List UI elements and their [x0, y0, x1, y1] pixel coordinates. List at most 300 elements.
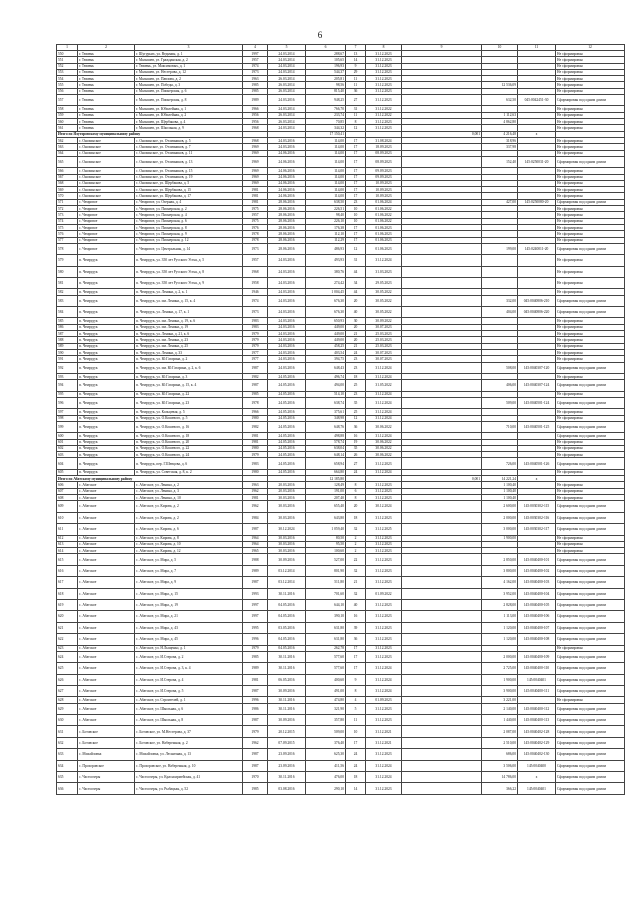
- area-cell: 205,81: [306, 76, 346, 82]
- next-date-cell: 31.12.2022: [366, 112, 402, 118]
- locality-cell: с. Абатское: [78, 548, 135, 554]
- area-cell: 114,00: [306, 193, 346, 199]
- address-cell: п. Чемрудук, ул. им. Ленина, д. 25: [135, 343, 243, 349]
- date-cell: 24.06.2016: [268, 156, 306, 167]
- table-row: [57, 634, 625, 645]
- units-cell: 5: [346, 703, 366, 714]
- locality-cell: п. Чемрудук: [78, 343, 135, 349]
- table-row: [57, 685, 625, 696]
- address-cell: п. Чемрудук, ул. им. Ленина, д. 19, к. 6: [135, 318, 243, 324]
- status-cell: Сформирован под одним домом: [556, 307, 625, 318]
- locality-cell: п. Чемрудук: [78, 324, 135, 330]
- units-cell: 10: [346, 206, 366, 212]
- area-cell: 344,32: [306, 125, 346, 131]
- next-date-cell: 31.12.2023: [366, 495, 402, 501]
- next-date-cell: 31.12.2023: [366, 622, 402, 633]
- address-cell: с. Абатское, ул. Школьная, д. 8: [135, 715, 243, 726]
- col10-cell: 404,00: [482, 307, 518, 318]
- year-cell: 1983: [243, 318, 268, 324]
- units-cell: 24: [346, 749, 366, 760]
- address-cell: п. Чемрудук, ул. Ленина, д. 17, к. 1: [135, 307, 243, 318]
- units-cell: 18: [346, 512, 366, 523]
- date-cell: 24.06.2016: [268, 187, 306, 193]
- locality-cell: п. Чемрудук: [78, 277, 135, 288]
- year-cell: 1969: [243, 174, 268, 180]
- units-cell: 31: [346, 255, 366, 266]
- year-cell: 1987: [243, 760, 268, 771]
- next-date-cell: 31.12.2023: [366, 512, 402, 523]
- date-cell: 24.06.2016: [268, 174, 306, 180]
- col10-cell: 406,00: [482, 380, 518, 391]
- col11-cell: 145:0040307-120: [518, 362, 556, 373]
- address-cell: с. Чемровое, ул. Пионерская, д. 4: [135, 212, 243, 218]
- table-row: [57, 266, 625, 277]
- address-cell: с. Онохинское, ул. Отличников, д. 5: [135, 137, 243, 143]
- col11-cell: 145:0250031-20: [518, 156, 556, 167]
- units-cell: 44: [346, 266, 366, 277]
- locality-cell: с. Чемровое: [78, 224, 135, 230]
- status-cell: Сформирован под одним домом: [556, 397, 625, 408]
- table-row: [57, 255, 625, 266]
- units-cell: 36: [346, 421, 366, 432]
- year-cell: 1974: [243, 295, 268, 306]
- row-number-cell: 591: [57, 356, 78, 362]
- address-cell: п. Чемрудук, ул. Ю.Гагарина, д. 15, к. 4: [135, 380, 243, 391]
- col9-cell: [402, 588, 482, 599]
- row-number-cell: 553: [57, 69, 78, 75]
- address-cell: п. Чемрудук, ул. О.Кошевого, д. 24: [135, 452, 243, 458]
- locality-cell: с. Абатское: [78, 611, 135, 622]
- row-number-cell: 557: [57, 95, 78, 106]
- row-number-cell: 567: [57, 174, 78, 180]
- date-cell: 24.05.2016: [268, 415, 306, 421]
- row-number-cell: 617: [57, 577, 78, 588]
- col9-cell: [402, 783, 482, 794]
- row-number-cell: 577: [57, 237, 78, 243]
- date-cell: 24.03.2016: [268, 343, 306, 349]
- year-cell: 1964: [243, 541, 268, 547]
- col11-cell: 145:0040400-113: [518, 715, 556, 726]
- row-number-cell: 632: [57, 737, 78, 748]
- locality-cell: с. Абатское: [78, 651, 135, 662]
- locality-cell: г. Тюмень: [78, 95, 135, 106]
- locality-cell: п. Чемрудук: [78, 415, 135, 421]
- year-cell: 1983: [243, 324, 268, 330]
- units-cell: 16: [346, 433, 366, 439]
- locality-cell: с. Онохинское: [78, 156, 135, 167]
- address-cell: с. Ботовское, ул. М.Нестерова, д. 37: [135, 726, 243, 737]
- locality-cell: с. Чемровое: [78, 231, 135, 237]
- area-cell: 105,65: [306, 57, 346, 63]
- row-number-cell: 636: [57, 783, 78, 794]
- units-cell: 32: [346, 524, 366, 535]
- units-cell: 8: [346, 685, 366, 696]
- status-cell: Не сформирован: [556, 76, 625, 82]
- units-cell: 27: [346, 95, 366, 106]
- row-number-cell: 606: [57, 482, 78, 488]
- locality-cell: п. Чемрудук: [78, 289, 135, 295]
- locality-cell: г. Тюмень: [78, 63, 135, 69]
- next-date-cell: 31.12.2023: [366, 125, 402, 131]
- date-cell: 04.05.2016: [268, 611, 306, 622]
- year-cell: 1979: [243, 726, 268, 737]
- row-number-cell: 587: [57, 331, 78, 337]
- col9-cell: [402, 760, 482, 771]
- row-number-cell: 558: [57, 106, 78, 112]
- units-cell: 20: [346, 324, 366, 330]
- address-cell: п. Чемрудук, ул. Ю.Гагарина, д. 23: [135, 397, 243, 408]
- locality-cell: п. Чемрудук: [78, 445, 135, 451]
- address-cell: п. Чемрудук, ул. им. Ленина, д. 15, к. 4: [135, 295, 243, 306]
- address-cell: г. Малышев, ул. Юбилейная, д. 2: [135, 112, 243, 118]
- table-row: [57, 156, 625, 167]
- next-date-cell: 31.12.2024: [366, 373, 402, 379]
- row-number-cell: 615: [57, 554, 78, 565]
- col11-cell: х: [518, 772, 556, 783]
- status-cell: Не сформирован: [556, 180, 625, 186]
- status-cell: Не сформирован: [556, 337, 625, 343]
- status-cell: Сформирован под одним домом: [556, 749, 625, 760]
- row-number-cell: 551: [57, 57, 78, 63]
- row-number-cell: 608: [57, 495, 78, 501]
- row-number-cell: 609: [57, 501, 78, 512]
- locality-cell: п. Чемрудук: [78, 349, 135, 355]
- address-cell: г. Малышев, ул. Щербакова, д. 4: [135, 119, 243, 125]
- locality-cell: с. Онохинское: [78, 144, 135, 150]
- next-date-cell: 31.12.2024: [366, 391, 402, 397]
- row-number-cell: 602: [57, 445, 78, 451]
- units-cell: 21: [346, 331, 366, 337]
- status-cell: Не сформирован: [556, 125, 625, 131]
- address-cell: п. Чемрудук, ул. Ленина, д. 21, к. 6: [135, 331, 243, 337]
- area-cell: 458,25: [306, 343, 346, 349]
- date-cell: 23.09.2016: [268, 760, 306, 771]
- status-cell: Сформирован под одним домом: [556, 512, 625, 523]
- units-cell: 10: [346, 218, 366, 224]
- address-cell: с. Абатское, ул. Мира, д. 5: [135, 554, 243, 565]
- table-row: [57, 749, 625, 760]
- area-cell: 114,00: [306, 174, 346, 180]
- units-cell: 29: [346, 69, 366, 75]
- next-date-cell: 31.12.2024: [366, 433, 402, 439]
- row-number-cell: 626: [57, 674, 78, 685]
- units-cell: 17: [346, 180, 366, 186]
- col10-cell: 14 786,00: [482, 772, 518, 783]
- area-cell: 509,00: [306, 726, 346, 737]
- table-row: [57, 362, 625, 373]
- date-cell: 24.03.2016: [268, 318, 306, 324]
- locality-cell: с. Абатское: [78, 697, 135, 703]
- column-number: 7: [346, 45, 366, 51]
- year-cell: 1997: [243, 51, 268, 57]
- address-cell: с. Онохинское, ул. Отличников, д. 11: [135, 150, 243, 156]
- row-number-cell: 563: [57, 144, 78, 150]
- status-cell: Сформирован под одним домом: [556, 577, 625, 588]
- next-date-cell: 31.12.2023: [366, 749, 402, 760]
- table-row: [57, 554, 625, 565]
- row-number-cell: 596: [57, 397, 78, 408]
- row-number-cell: 611: [57, 524, 78, 535]
- area-cell: 648,14: [306, 452, 346, 458]
- col10-cell: 2 828,00: [482, 599, 518, 610]
- next-date-cell: 30.05.2022: [366, 307, 402, 318]
- date-cell: 24.03.2016: [268, 356, 306, 362]
- date-cell: 24.05.2016: [268, 452, 306, 458]
- address-cell: п. Чемрудук, ул. им. Ленина, д. 23: [135, 337, 243, 343]
- area-cell: 191,00: [306, 488, 346, 494]
- row-number-cell: 618: [57, 588, 78, 599]
- address-cell: г. Малышев, ул. Юбилейная, д. 1: [135, 106, 243, 112]
- locality-cell: с. Абатское: [78, 488, 135, 494]
- area-cell: 403,54: [306, 349, 346, 355]
- locality-cell: п. Чемрудук: [78, 307, 135, 318]
- status-cell: Сформирован под одним домом: [556, 726, 625, 737]
- units-cell: 23: [346, 362, 366, 373]
- status-cell: Сформирован под одним домом: [556, 295, 625, 306]
- address-cell: с. Онохинское, ул. Отличников, д. 15: [135, 168, 243, 174]
- date-cell: 24.03.2016: [268, 289, 306, 295]
- locality-cell: г. Тюмень: [78, 88, 135, 94]
- status-cell: Не сформирован: [556, 231, 625, 237]
- address-cell: с. Онохинское, ул. Отличников, д. 7: [135, 144, 243, 150]
- locality-cell: с. Онохинское: [78, 180, 135, 186]
- column-number: 8: [366, 45, 402, 51]
- col9-cell: [402, 663, 482, 674]
- year-cell: 1962: [243, 501, 268, 512]
- year-cell: 1985: [243, 651, 268, 662]
- next-date-cell: 31.12.2023: [366, 703, 402, 714]
- locality-cell: с. Онохинское: [78, 193, 135, 199]
- year-cell: 1975: [243, 218, 268, 224]
- table-row: [57, 421, 625, 432]
- col10-cell: 2 000,00: [482, 512, 518, 523]
- year-cell: 1988: [243, 554, 268, 565]
- address-cell: п. Чемрудук, ул. 350 лет Русского Устья, д. 9: [135, 277, 243, 288]
- row-number-cell: 613: [57, 541, 78, 547]
- address-cell: с. Абатское, ул. Ленина, д. 2: [135, 482, 243, 488]
- date-cell: 24.03.2014: [268, 69, 306, 75]
- col10-cell: 632,50: [482, 95, 518, 106]
- row-number-cell: 583: [57, 295, 78, 306]
- column-number: 12: [556, 45, 625, 51]
- row-number-cell: 564: [57, 150, 78, 156]
- col10-cell: 14 221,24: [482, 476, 518, 482]
- col9-cell: [402, 651, 482, 662]
- address-cell: с. Абатское, ул. Кирова, д. 10: [135, 541, 243, 547]
- area-cell: 664,80: [306, 469, 346, 475]
- units-cell: 25: [346, 380, 366, 391]
- locality-cell: с. Абатское: [78, 674, 135, 685]
- year-cell: 1981: [243, 439, 268, 445]
- date-cell: 30.03.2016: [268, 501, 306, 512]
- area-cell: 288,67: [306, 51, 346, 57]
- units-cell: 2: [346, 548, 366, 554]
- units-cell: 6: [346, 488, 366, 494]
- year-cell: 1977: [243, 356, 268, 362]
- status-cell: Сформирован под одним домом: [556, 599, 625, 610]
- status-cell: Не сформирован: [556, 119, 625, 125]
- units-cell: 17: [346, 663, 366, 674]
- address-cell: г. Малышев, ул. Пионерская, д. 6: [135, 88, 243, 94]
- col10-cell: 2 510,00: [482, 737, 518, 748]
- address-cell: п. Чемрудук, ул. им. Ленина, д. 19: [135, 324, 243, 330]
- page-number: 6: [317, 30, 323, 40]
- area-cell: 12 185,80: [306, 476, 346, 482]
- col9-cell: [402, 772, 482, 783]
- status-cell: Не сформирован: [556, 289, 625, 295]
- date-cell: 23.09.2016: [268, 749, 306, 760]
- units-cell: 36: [346, 88, 366, 94]
- column-number: 4: [243, 45, 268, 51]
- col11-cell: 145:0250080-20: [518, 199, 556, 205]
- col10-cell: 1 112,63: [482, 112, 518, 118]
- status-cell: Сформирован под одним домом: [556, 772, 625, 783]
- address-cell: п. Чемрудук, ул. Ю.Гагарина, д. 3: [135, 373, 243, 379]
- date-cell: 30.03.2016: [268, 548, 306, 554]
- date-cell: 24.05.2016: [268, 397, 306, 408]
- row-number-cell: 635: [57, 772, 78, 783]
- col10-cell: 2 087,00: [482, 726, 518, 737]
- year-cell: 1979: [243, 645, 268, 651]
- status-cell: Сформирован под одним домом: [556, 362, 625, 373]
- units-cell: 8: [346, 482, 366, 488]
- status-cell: Сформирован под одним домом: [556, 783, 625, 794]
- status-cell: Не сформирован: [556, 144, 625, 150]
- next-date-cell: 31.12.2023: [366, 577, 402, 588]
- col11-cell: 145:0040400-106: [518, 611, 556, 622]
- row-number-cell: 580: [57, 266, 78, 277]
- row-number-cell: 569: [57, 187, 78, 193]
- units-cell: 17: [346, 651, 366, 662]
- col10-cell: 686,00: [482, 749, 518, 760]
- col11-cell: [518, 277, 556, 288]
- date-cell: 06.05.2016: [268, 674, 306, 685]
- area-cell: 474,80: [306, 697, 346, 703]
- table-row: [57, 726, 625, 737]
- row-number-cell: 597: [57, 409, 78, 415]
- address-cell: п. Чемрудук, ул. им. Ю.Гагарина, д. 2, к. 6: [135, 362, 243, 373]
- row-number-cell: 573: [57, 212, 78, 218]
- next-date-cell: 31.12.2024: [366, 469, 402, 475]
- year-cell: 1982: [243, 421, 268, 432]
- area-cell: 650,93: [306, 318, 346, 324]
- housing-table: [56, 44, 625, 795]
- status-cell: Не сформирован: [556, 63, 625, 69]
- table-row: [57, 95, 625, 106]
- next-date-cell: 30.06.2022: [366, 421, 402, 432]
- date-cell: 24.05.2016: [268, 433, 306, 439]
- units-cell: 17: [346, 144, 366, 150]
- locality-cell: с. Абатское: [78, 715, 135, 726]
- address-cell: с. Абатское, ул. Мира, д. 45: [135, 634, 243, 645]
- year-cell: 1957: [243, 57, 268, 63]
- row-number-cell: 628: [57, 697, 78, 703]
- date-cell: 30.03.2016: [268, 495, 306, 501]
- address-cell: с. Абатское, ул. И.Стерова, д. 4: [135, 674, 243, 685]
- status-cell: Не сформирован: [556, 373, 625, 379]
- year-cell: 1962: [243, 488, 268, 494]
- year-cell: 1973: [243, 69, 268, 75]
- units-cell: 14: [346, 783, 366, 794]
- col9-cell: [402, 599, 482, 610]
- status-cell: Сформирован под одним домом: [556, 760, 625, 771]
- address-cell: г. Малышев, ул. Гражданская, д. 2: [135, 57, 243, 63]
- year-cell: 1993: [243, 588, 268, 599]
- col10-cell: 509,00: [482, 397, 518, 408]
- locality-cell: с. Михайловка: [78, 749, 135, 760]
- col10-cell: 2 725,00: [482, 663, 518, 674]
- locality-cell: п. Чемрудук: [78, 409, 135, 415]
- next-date-cell: 30.07.2023: [366, 349, 402, 355]
- year-cell: 1979: [243, 337, 268, 343]
- col10-cell: 710,00: [482, 421, 518, 432]
- locality-cell: п. Чемрудук: [78, 452, 135, 458]
- table-row: [57, 588, 625, 599]
- row-number-cell: 604: [57, 458, 78, 469]
- table-row: [57, 577, 625, 588]
- status-cell: Сформирован под одним домом: [556, 501, 625, 512]
- row-number-cell: 620: [57, 611, 78, 622]
- area-cell: 357,80: [306, 715, 346, 726]
- locality-cell: с. Абатское: [78, 599, 135, 610]
- area-cell: 233,74: [306, 112, 346, 118]
- row-number-cell: 570: [57, 193, 78, 199]
- area-cell: 449,00: [306, 337, 346, 343]
- address-cell: с. Абатское, ул. Кирова, д. 8: [135, 535, 243, 541]
- year-cell: 1969: [243, 180, 268, 186]
- col9-cell: [402, 380, 482, 391]
- area-cell: 98,40: [306, 212, 346, 218]
- area-cell: 493,93: [306, 255, 346, 266]
- row-number-cell: 623: [57, 645, 78, 651]
- row-number-cell: 568: [57, 180, 78, 186]
- address-cell: с. Абатское, ул. Мира, д. 9: [135, 577, 243, 588]
- address-cell: с. Частоозеры, ул. Рыбацкая, д. 52: [135, 783, 243, 794]
- next-date-cell: 31.12.2024: [366, 674, 402, 685]
- col11-cell: 145:0040400-104: [518, 588, 556, 599]
- area-cell: 380,76: [306, 266, 346, 277]
- area-cell: 114,00: [306, 156, 346, 167]
- units-cell: 13: [346, 51, 366, 57]
- date-cell: 30.03.2016: [268, 535, 306, 541]
- status-cell: Сформирован под одним домом: [556, 458, 625, 469]
- address-cell: с. Онохинское, ул. Щербакова, д. 5: [135, 180, 243, 186]
- units-cell: 10: [346, 212, 366, 218]
- next-date-cell: 31.12.2023: [366, 783, 402, 794]
- year-cell: 1969: [243, 150, 268, 156]
- col9-cell: [402, 749, 482, 760]
- date-cell: 24.06.2016: [268, 150, 306, 156]
- col9-cell: [402, 243, 482, 254]
- next-date-cell: 31.12.2023: [366, 76, 402, 82]
- year-cell: 1981: [243, 187, 268, 193]
- year-cell: 1987: [243, 685, 268, 696]
- units-cell: 23: [346, 356, 366, 362]
- address-cell: с. Онохинское, ул. Щербакова, д. 15: [135, 187, 243, 193]
- year-cell: 1969: [243, 156, 268, 167]
- locality-cell: с. Чемровое: [78, 206, 135, 212]
- row-number-cell: 598: [57, 415, 78, 421]
- table-row: [57, 772, 625, 783]
- area-cell: 394,75: [306, 356, 346, 362]
- date-cell: 28.06.2016: [268, 231, 306, 237]
- status-cell: Не сформирован: [556, 324, 625, 330]
- units-cell: 44: [346, 289, 366, 295]
- year-cell: 1997: [243, 599, 268, 610]
- next-date-cell: 31.12.2023: [366, 651, 402, 662]
- status-cell: Не сформирован: [556, 548, 625, 554]
- area-cell: 527,00: [306, 554, 346, 565]
